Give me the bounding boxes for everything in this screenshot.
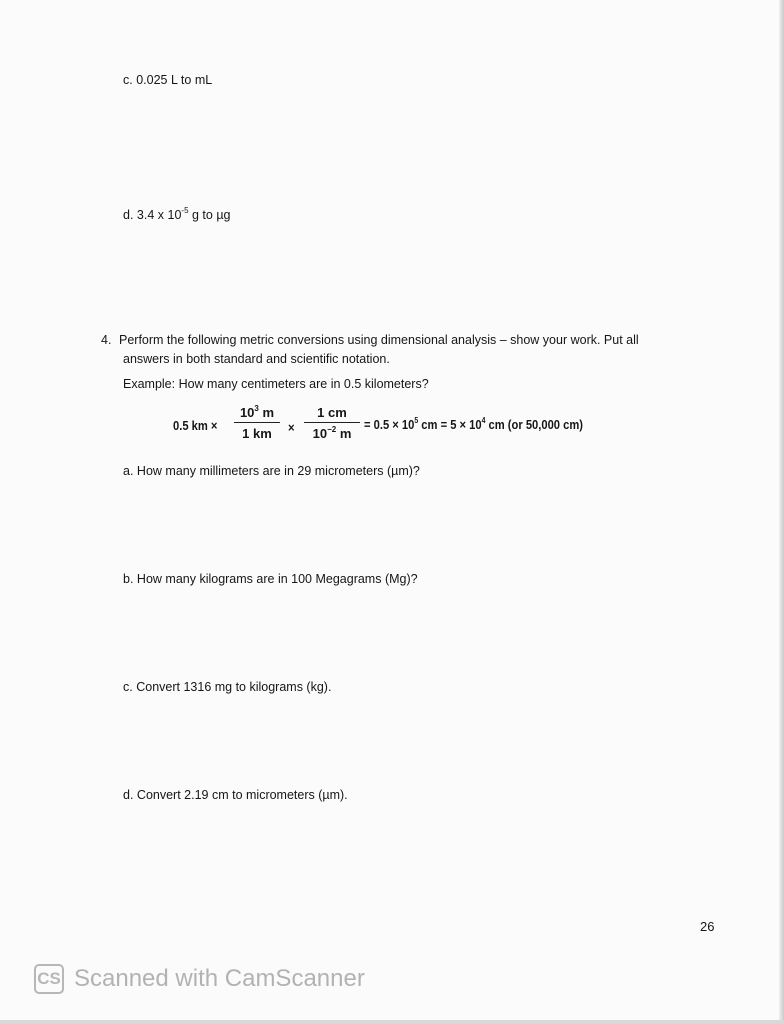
camscanner-watermark: [34, 962, 365, 996]
problem-4-line2: answers in both standard and scientific notation.: [123, 352, 390, 366]
equation-times: ×: [288, 420, 295, 435]
question-a-letter: a.: [123, 464, 134, 478]
problem-4-line1: Perform the following metric conversions using dimensional analysis – show your work. Put all: [119, 333, 639, 347]
question-a-text: How many millimeters are in 29 micrometers (µm)?: [136, 464, 420, 478]
question-a: [123, 464, 420, 478]
question-d-text: Convert 2.19 cm to micrometers (µm).: [136, 788, 348, 802]
question-c-letter: c.: [123, 680, 133, 694]
item-d-letter: d.: [123, 208, 134, 222]
item-d-pre: 3.4 x 10: [136, 208, 182, 222]
item-d: [123, 208, 230, 222]
item-d-post: g to µg: [188, 208, 231, 222]
question-b-text: How many kilograms are in 100 Megagrams (Mg)?: [136, 572, 418, 586]
question-c-text: Convert 1316 mg to kilograms (kg).: [136, 680, 332, 694]
question-d-letter: d.: [123, 788, 134, 802]
question-c: [123, 680, 331, 694]
camscanner-text: Scanned with CamScanner: [74, 965, 365, 992]
problem-4-number: 4.: [101, 333, 112, 347]
fraction-1: [234, 405, 280, 441]
fraction-2-numerator: 1 cm: [317, 405, 347, 420]
camscanner-logo-icon: CS: [34, 964, 64, 994]
question-b-letter: b.: [123, 572, 134, 586]
equation-start: 0.5 km ×: [173, 418, 218, 433]
example-label: Example: How many centimeters are in 0.5 kilometers?: [123, 377, 429, 391]
equation-result: = $0.5 \times 10^5$ cm = $5 \times 10^4$ cm (or 50,000 cm): [364, 416, 584, 432]
page-number: 26: [700, 919, 715, 934]
fraction-2-denominator: $10^{-2}$ m: [312, 425, 352, 441]
page-bottom-edge: [0, 1020, 784, 1024]
fraction-1-numerator: $10^3$ m: [239, 404, 275, 420]
item-d-exponent: -5: [181, 206, 189, 215]
item-c-letter: c.: [123, 73, 133, 87]
page-edge-shadow: [779, 0, 784, 1024]
question-d: [123, 788, 348, 802]
item-c: [123, 73, 212, 87]
question-b: [123, 572, 418, 586]
item-c-text: 0.025 L to mL: [136, 73, 213, 87]
fraction-1-denominator: 1 km: [242, 426, 272, 441]
fraction-2: [304, 405, 360, 441]
